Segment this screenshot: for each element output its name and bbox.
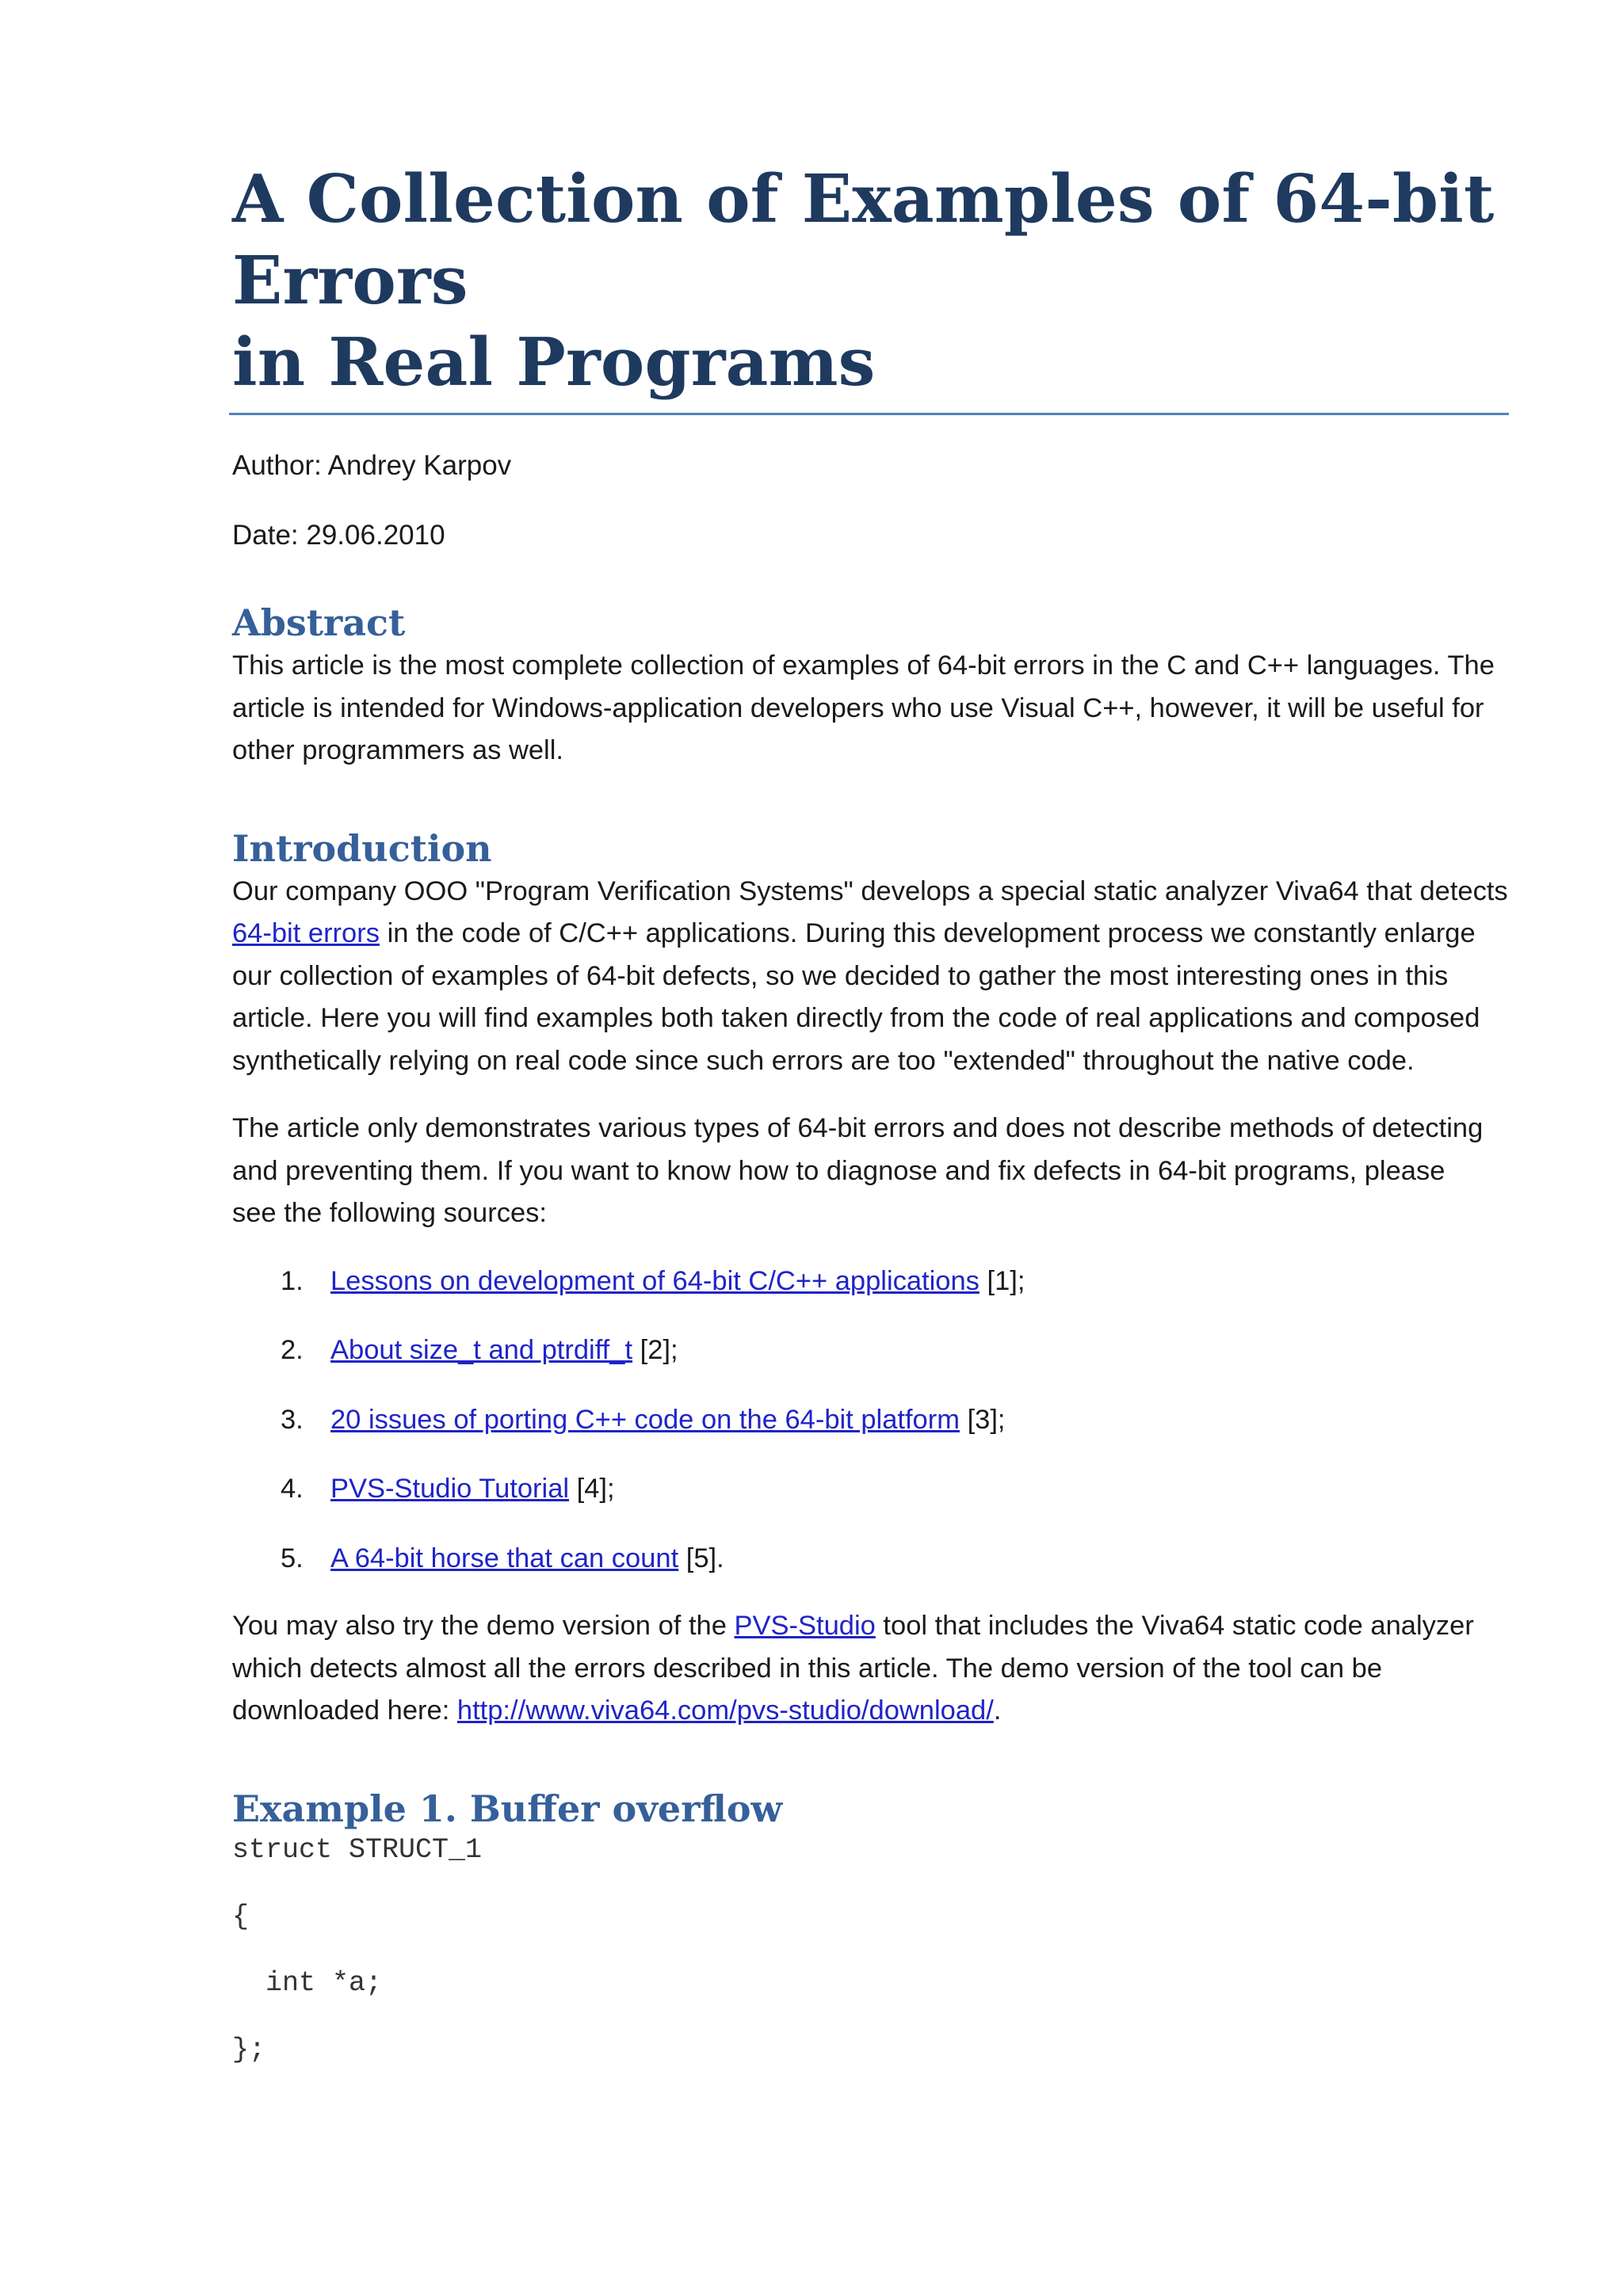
- introduction-heading: Introduction: [232, 826, 492, 870]
- author-line: Author: Andrey Karpov: [232, 450, 512, 481]
- list-item: [232, 1329, 1512, 1372]
- list-item: [232, 1468, 1512, 1511]
- example1-code: [232, 1831, 1512, 2069]
- code-line: int *a;: [232, 1966, 383, 1999]
- abstract-paragraph: [232, 645, 1512, 772]
- list-number: 5.: [281, 1543, 304, 1573]
- code-line: {: [232, 1900, 250, 1932]
- intro-p1-line-1: Our company OOO "Program Verification Systems" develops a special static analyzer Viva64 that detects: [232, 875, 1508, 906]
- link-download[interactable]: http://www.viva64.com/pvs-studio/download/: [456, 1695, 994, 1726]
- link-pvs-studio[interactable]: PVS-Studio: [734, 1611, 876, 1641]
- list-item: [232, 1399, 1512, 1442]
- intro-p3-line-2: which detects almost all the errors described in this article. The demo version of the tool can be: [232, 1653, 1383, 1684]
- title-underline: [229, 413, 1509, 415]
- code-line: };: [232, 2033, 266, 2065]
- title-line-1: A Collection of Examples of 64-bit Errors: [232, 160, 1495, 319]
- list-number: 3.: [281, 1404, 304, 1435]
- list-number: 4.: [281, 1474, 304, 1504]
- sources-list: [232, 1261, 1512, 1581]
- link-64-bit-horse[interactable]: A 64-bit horse that can count: [330, 1543, 679, 1573]
- link-size-t[interactable]: About size_t and ptrdiff_t: [330, 1335, 633, 1365]
- intro-p2-line-1: The article only demonstrates various types of 64-bit errors and does not describe methods of detecting: [232, 1113, 1484, 1143]
- list-item: [232, 1261, 1512, 1303]
- intro-paragraph-1: [232, 871, 1512, 1083]
- intro-p1-line-2: in the code of C/C++ applications. During this development process we constantly enlarge: [379, 918, 1476, 948]
- list-ref: [1];: [979, 1265, 1025, 1296]
- link-pvs-studio-tutorial[interactable]: PVS-Studio Tutorial: [330, 1474, 570, 1504]
- intro-paragraph-3: [232, 1605, 1512, 1733]
- intro-p1-line-5: synthetically relying on real code since such errors are too "extended" throughout the native code.: [232, 1045, 1415, 1076]
- abstract-line-2: article is intended for Windows-application developers who use Visual C++, however, it will be useful for: [232, 692, 1484, 723]
- date-line: Date: 29.06.2010: [232, 520, 445, 551]
- title-line-2: in Real Programs: [232, 323, 876, 401]
- document-content: [232, 158, 1512, 2069]
- list-ref: [4];: [569, 1474, 615, 1504]
- list-number: 2.: [281, 1335, 304, 1365]
- link-64-bit-errors[interactable]: 64-bit errors: [232, 918, 380, 948]
- list-number: 1.: [281, 1265, 304, 1296]
- intro-p3-line-3-pre: downloaded here:: [232, 1695, 457, 1726]
- intro-p1-line-3: our collection of examples of 64-bit defects, so we decided to gather the most interesting ones in this: [232, 960, 1449, 991]
- abstract-heading: Abstract: [232, 601, 406, 644]
- abstract-line-1: This article is the most complete collection of examples of 64-bit errors in the C and C++ languages. The: [232, 650, 1495, 681]
- link-lessons[interactable]: Lessons on development of 64-bit C/C++ applications: [330, 1265, 980, 1296]
- intro-paragraph-2: [232, 1108, 1512, 1235]
- list-item: [232, 1538, 1512, 1581]
- example1-heading: Example 1. Buffer overflow: [232, 1787, 783, 1830]
- list-ref: [5].: [678, 1543, 724, 1573]
- link-20-issues[interactable]: 20 issues of porting C++ code on the 64-bit platform: [330, 1404, 960, 1435]
- intro-p1-line-4: article. Here you will find examples both taken directly from the code of real applications and composed: [232, 1003, 1480, 1033]
- list-ref: [2];: [632, 1335, 678, 1365]
- list-ref: [3];: [959, 1404, 1006, 1435]
- intro-p2-line-3: see the following sources:: [232, 1198, 547, 1228]
- document-title: [232, 158, 1512, 403]
- code-line: struct STRUCT_1: [232, 1833, 483, 1866]
- intro-p3-line-3-post: .: [993, 1695, 1002, 1726]
- intro-p3-line-1-pre: You may also try the demo version of the: [232, 1611, 735, 1641]
- intro-p3-line-1-post: tool that includes the Viva64 static code analyzer: [875, 1611, 1474, 1641]
- abstract-line-3: other programmers as well.: [232, 735, 563, 765]
- intro-p2-line-2: and preventing them. If you want to know how to diagnose and fix defects in 64-bit programs, please: [232, 1155, 1445, 1186]
